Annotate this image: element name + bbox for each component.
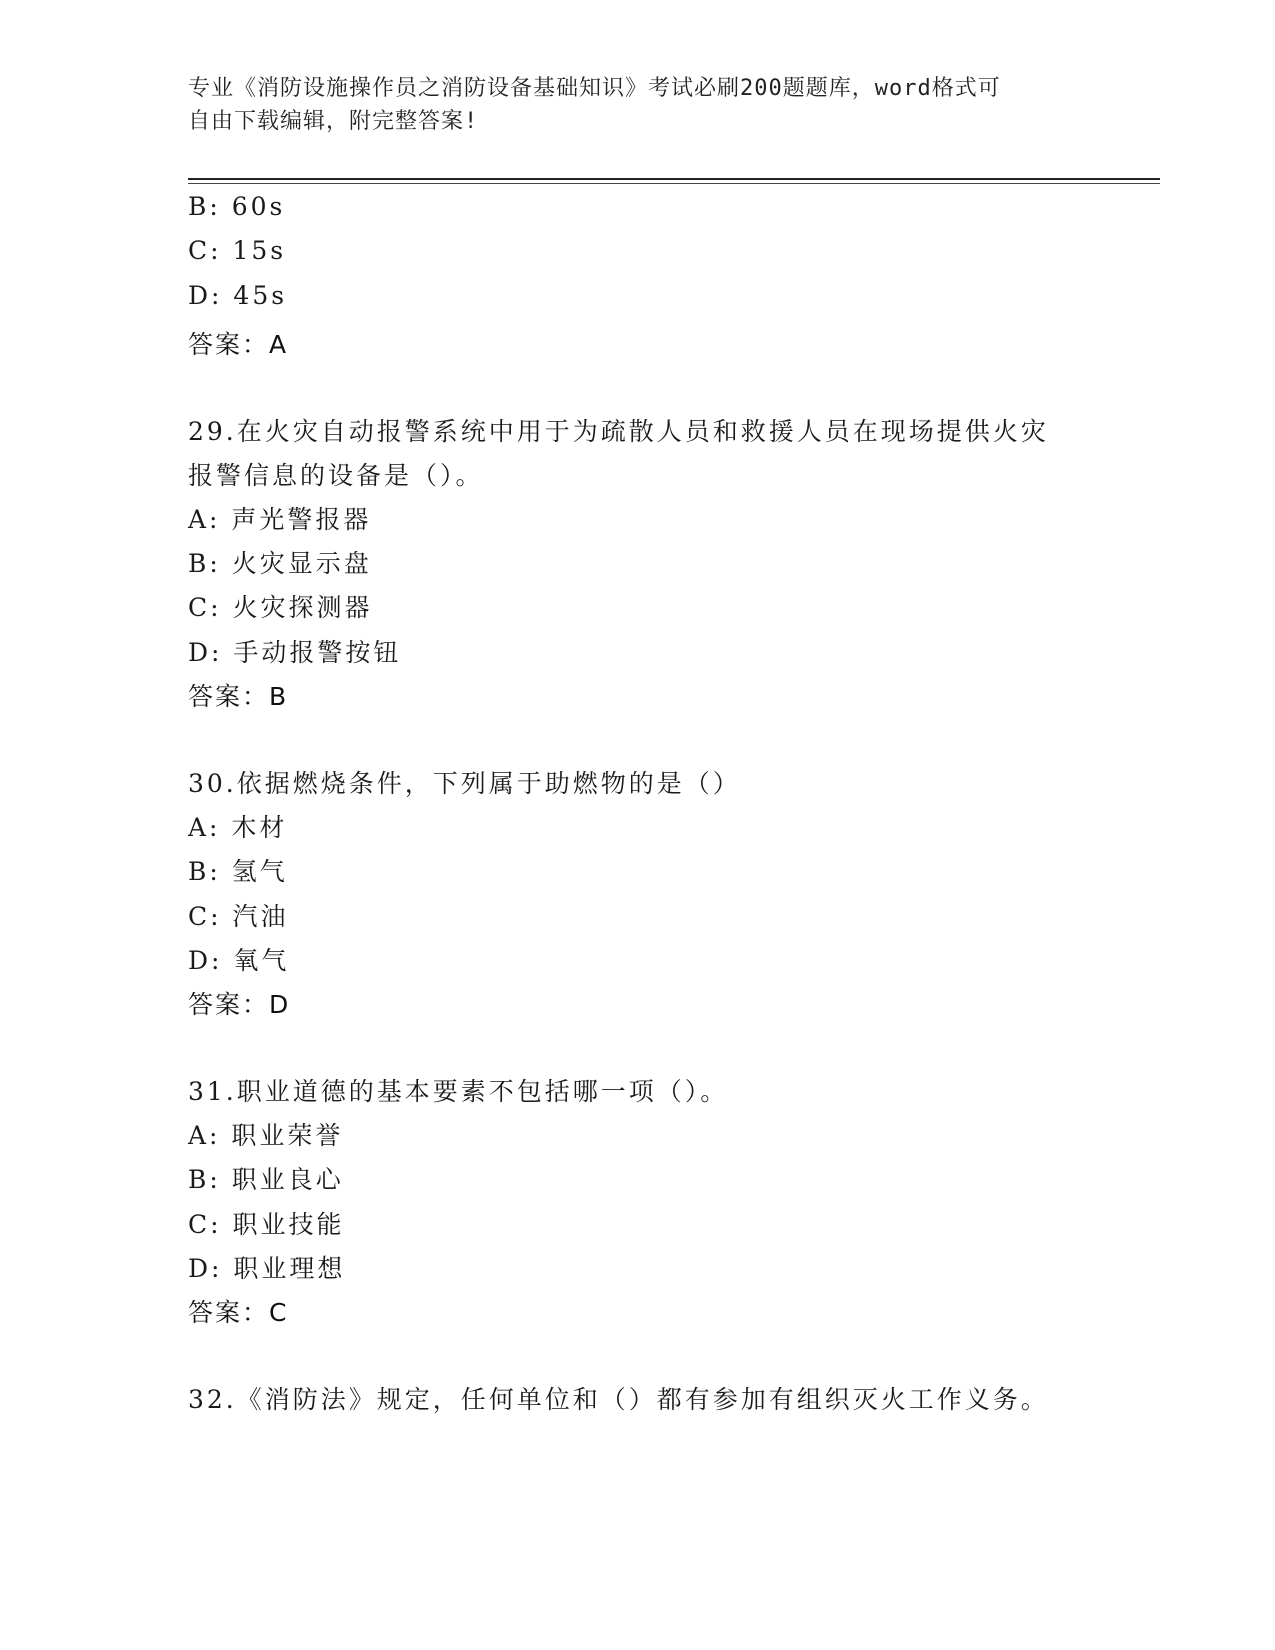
header-line-1: 专业《消防设施操作员之消防设备基础知识》考试必刷200题题库，word格式可 [188, 76, 1001, 101]
prev-option-d: D: 45s [188, 281, 288, 310]
q29-stem-line-1: 29.在火灾自动报警系统中用于为疏散人员和救援人员在现场提供火灾 [188, 417, 1049, 446]
q29-option-a: A: 声光警报器 [188, 505, 372, 534]
q29-option-d: D: 手动报警按钮 [188, 638, 402, 667]
q31-option-d: D: 职业理想 [188, 1254, 346, 1283]
q31-option-c: C: 职业技能 [188, 1210, 345, 1239]
q31-stem: 31.职业道德的基本要素不包括哪一项（）。 [188, 1077, 729, 1106]
document-header [188, 72, 1068, 138]
q29-option-b: B: 火灾显示盘 [188, 549, 372, 578]
q29-option-c: C: 火灾探测器 [188, 593, 373, 622]
q30-option-c: C: 汽油 [188, 902, 289, 931]
header-line-2: 自由下载编辑，附完整答案! [188, 109, 479, 134]
q30-stem: 30.依据燃烧条件，下列属于助燃物的是（） [188, 769, 741, 798]
header-divider-thin [188, 183, 1160, 184]
q30-option-a: A: 木材 [188, 813, 288, 842]
q29-answer: 答案：B [188, 682, 289, 711]
q29-stem-line-2: 报警信息的设备是（）。 [188, 461, 484, 490]
q30-option-b: B: 氢气 [188, 857, 288, 886]
prev-answer: 答案：A [188, 330, 289, 359]
prev-option-c: C: 15s [188, 236, 287, 265]
header-divider [188, 178, 1160, 180]
q30-option-d: D: 氧气 [188, 946, 290, 975]
q30-answer: 答案：D [188, 990, 291, 1019]
prev-option-b: B: 60s [188, 192, 286, 221]
q31-option-a: A: 职业荣誉 [188, 1121, 344, 1150]
q31-option-b: B: 职业良心 [188, 1165, 344, 1194]
q31-answer: 答案：C [188, 1298, 289, 1327]
q32-stem: 32.《消防法》规定，任何单位和（）都有参加有组织灭火工作义务。 [188, 1385, 1049, 1414]
